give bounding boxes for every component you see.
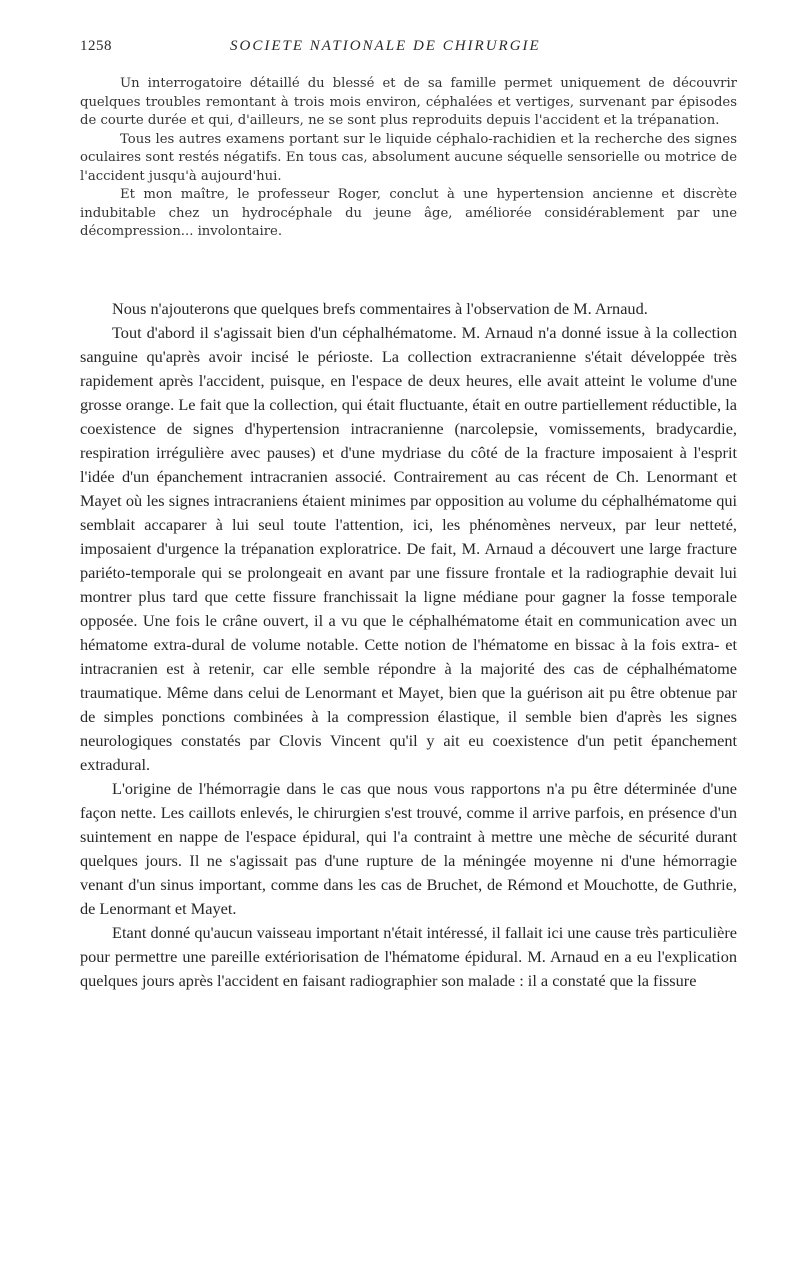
body-paragraph: Etant donné qu'aucun vaisseau important n'était intéressé, il fallait ici une cause très particulière pour permettre une pareille extériorisation de l'hématome épidural. M. Arnaud en a eu l'explication quelques jours après l'accident en faisant radiographier son malade : il a constaté que la fissure — [80, 923, 737, 990]
main-text — [80, 297, 737, 993]
quote-paragraph: Tous les autres examens portant sur le liquide céphalo-rachidien et la recherche des signes oculaires sont restés négatifs. En tous cas, absolument aucune séquelle sensorielle ou motrice de l'accident jusqu'à aujourd'hui. — [80, 131, 737, 184]
body-paragraph: L'origine de l'hémorragie dans le cas que nous vous rapportons n'a pu être déterminée d'une façon nette. Les caillots enlevés, le chirurgien s'est trouvé, comme il arrive parfois, en présence d'un suintement en nappe de l'espace épidural, qui l'a contraint à mettre une mèche de sécurité durant quelques jours. Il ne s'agissait pas d'une rupture de la méningée moyenne ni d'une hémorragie venant d'un sinus important, comme dans les cas de Bruchet, de Rémond et Mouchotte, de Guthrie, de Lenormant et Mayet. — [80, 779, 737, 918]
running-title: SOCIETE NATIONALE DE CHIRURGIE — [230, 38, 541, 54]
page-number: 1258 — [80, 38, 112, 54]
body-paragraph: Nous n'ajouterons que quelques brefs commentaires à l'observation de M. Arnaud. — [112, 299, 648, 318]
quote-paragraph: Un interrogatoire détaillé du blessé et de sa famille permet uniquement de découvrir quelques troubles remontant à trois mois environ, céphalées et vertiges, survenant par épisodes de courte durée et qui, d'ailleurs, ne se sont plus reproduits depuis l'accident et la trépanation. — [80, 76, 737, 128]
page-header — [80, 38, 737, 60]
quoted-observation — [80, 75, 737, 242]
quote-paragraph: Et mon maître, le professeur Roger, conclut à une hypertension ancienne et discrète indubitable chez un hydrocéphale du jeune âge, améliorée considérablement par une décompression... involontaire. — [80, 187, 737, 239]
body-paragraph: Tout d'abord il s'agissait bien d'un céphalhématome. M. Arnaud n'a donné issue à la collection sanguine qu'après avoir incisé le périoste. La collection extracranienne s'était développée très rapidement après l'accident, puisque, en l'espace de deux heures, elle avait atteint le volume d'une grosse orange. Le fait que la collection, qui était fluctuante, était en outre partiellement réductible, la coexistence de signes d'hypertension intracranienne (narcolepsie, vomissements, bradycardie, respiration irrégulière avec pauses) et d'une mydriase du côté de la fracture imposaient à l'esprit l'idée d'un épanchement intracranien associé. Contrairement au cas récent de Ch. Lenormant et Mayet où les signes intracraniens étaient minimes par opposition au volume du céphalhématome qui semblait accaparer à lui seul toute l'attention, ici, les phénomènes nerveux, par leur netteté, imposaient d'urgence la trépanation exploratrice. De fait, M. Arnaud a découvert une large fracture pariéto-temporale qui se prolongeait en avant par une fissure frontale et la radiographie devait lui montrer plus tard que cette fissure franchissait la ligne médiane pour gagner la fosse temporale opposée. Une fois le crâne ouvert, il a vu que le céphalhématome était en communication avec un hématome extra-dural de volume notable. Cette notion de l'hématome en bissac à la fois extra- et intracranien est à retenir, car elle semble répondre à la majorité des cas de céphalhématome traumatique. Même dans celui de Lenormant et Mayet, bien que la guérison ait pu être obtenue par de simples ponctions combinées à la compression élastique, il semble bien d'après les signes neurologiques constatés par Clovis Vincent qu'il y ait eu coexistence d'un petit épanchement extradural. — [80, 323, 737, 774]
